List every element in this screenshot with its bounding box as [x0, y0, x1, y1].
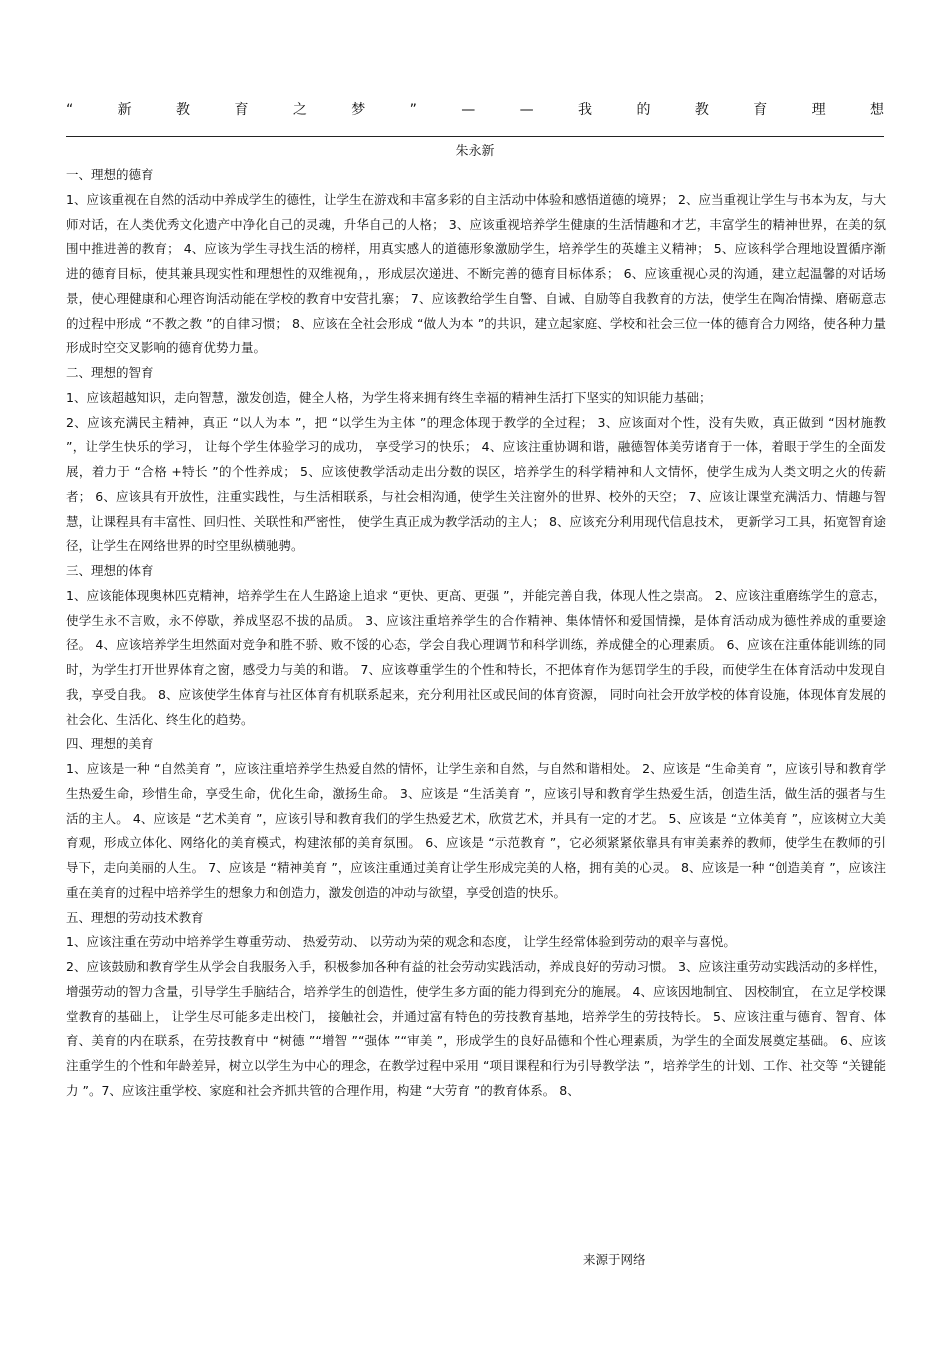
page-title: [66, 100, 884, 120]
section-paragraph: 1、应该注重在劳动中培养学生尊重劳动、 热爱劳动、 以劳动为荣的观念和态度， 让学生经常体验到劳动的艰辛与喜悦。: [66, 934, 736, 950]
section-heading: 一、理想的德育: [66, 167, 154, 182]
section-heading: 二、理想的智育: [66, 365, 154, 380]
title-char: —: [519, 102, 534, 118]
section-paragraph: 1、应该能体现奥林匹克精神，培养学生在人生路途上追求 “更快、更高、更强 ”，并能完善自我，体现人性之崇高。 2、应该注重磨练学生的意志，使学生永不言败，永不停歇，养成坚忍不拔的品质。 3、应该注重培养学生的合作精神、集体情怀和爱国情操，是体育活动成为德性养成的重要途径。 4、应该培养学生坦然面对竞争和胜不骄、败不馁的心态，学会自我心理调节和科学训练，养成健全的心理素质。 6、应该在注重体能训练的同时，为学生打开世界体育之窗，感受力与美的和谐。 7、应该尊重学生的个性和特长，不把体育作为惩罚学生的手段，而使学生在体育活动中发现自我，享受自我。 8、应该使学生体育与社区体育有机联系起来，充分利用社区或民间的体育资源， 同时向社会开放学校的体育设施，体现体育发展的社会化、生活化、终生化的趋势。: [66, 587, 886, 727]
source-note: 来源于网络: [583, 1252, 646, 1267]
section-heading: 三、理想的体育: [66, 563, 154, 578]
author-name: 朱永新: [455, 144, 495, 159]
title-char: 我: [578, 102, 593, 118]
section-paragraph: 1、应该是一种 “自然美育 ”，应该注重培养学生热爱自然的情怀，让学生亲和自然，与自然和谐相处。 2、应该是 “生命美育 ”，应该引导和教育学生热爱生命，珍惜生命，享受生命，优化生命，激扬生命。 3、应该是 “生活美育 ”，应该引导和教育学生热爱生活，创造生活，做生活的强者与生活的主人。 4、应该是 “艺术美育 ”，应该引导和教育我们的学生热爱艺术，欣赏艺术，并具有一定的才艺。 5、应该是 “立体美育 ”，应该树立大美育观，形成立体化、网络化的美育模式，构建浓郁的美育氛围。 6、应该是 “示范教育 ”，它必须紧紧依靠具有审美素养的教师，使学生在教师的引导下，走向美丽的人生。 7、应该是 “精神美育 ”，应该注重通过美育让学生形成完美的人格，拥有美的心灵。 8、应该是一种 “创造美育 ”，应该注重在美育的过程中培养学生的想象力和创造力，激发创造的冲动与欲望，享受创造的快乐。: [66, 761, 886, 900]
section-paragraph: 2、应该鼓励和教育学生从学会自我服务入手，积极参加各种有益的社会劳动实践活动，养成良好的劳动习惯。 3、应该注重劳动实践活动的多样性，增强劳动的智力含量，引导学生手脑结合，培养学生的创造性，使学生多方面的能力得到充分的施展。 4、应该因地制宜、 因校制宜， 在立足学校课堂教育的基础上， 让学生尽可能多走出校门， 接触社会，并通过富有特色的劳技教育基地，培养学生的劳技特长。 5、应该注重与德育、智育、体育、美育的内在联系，在劳技教育中 “树德 ”“增智 ”“强体 ”“审美 ”，形成学生的良好品德和个性心理素质，为学生的全面发展奠定基础。 6、应该注重学生的个性和年龄差异，树立以学生为中心的理念，在教学过程中采用 “项目课程和行为引导教学法 ”，培养学生的计划、工作、社交等 “关键能力 ”。7、应该注重学校、家庭和社会齐抓共管的合理作用，构建 “大劳育 ”的教育体系。 8、: [66, 959, 886, 1098]
title-char: 教: [176, 102, 191, 118]
section-paragraph: 2、应该充满民主精神，真正 “以人为本 ”，把 “以学生为主体 ”的理念体现于教学的全过程； 3、应该面对个性，没有失败，真正做到 “因材施教 ”，让学生快乐的学习， 让每个学生体验学习的成功， 享受学习的快乐； 4、应该注重协调和谐，融德智体美劳诸育于一体，着眼于学生的全面发展，着力于 “合格 +特长 ”的个性养成； 5、应该使教学活动走出分数的误区，培养学生的科学精神和人文情怀，使学生成为人类文明之火的传薪者； 6、应该具有开放性，注重实践性，与生活相联系，与社会相沟通，使学生关注窗外的世界、校外的天空； 7、应该让课堂充满活力、情趣与智慧，让课程具有丰富性、回归性、关联性和严密性， 使学生真正成为教学活动的主人； 8、应该充分利用现代信息技术， 更新学习工具，拓宽智育途径，让学生在网络世界的时空里纵横驰骋。: [66, 414, 886, 554]
title-char: 育: [753, 102, 768, 118]
title-char: 梦: [351, 102, 366, 118]
title-char: 理: [811, 102, 826, 118]
section-paragraph: 1、应该超越知识，走向智慧，激发创造，健全人格，为学生将来拥有终生幸福的精神生活打下坚实的知识能力基础；: [66, 389, 712, 405]
title-char: —: [461, 102, 476, 118]
title-char: 想: [870, 102, 884, 118]
title-divider: [66, 136, 884, 137]
document-body: [66, 163, 886, 1104]
title-char: 之: [292, 102, 307, 118]
title-char: “: [66, 102, 74, 118]
title-char: ”: [409, 102, 417, 118]
title-char: 新: [117, 102, 132, 118]
title-char: 教: [694, 102, 709, 118]
title-char: 育: [234, 102, 249, 118]
title-char: 的: [636, 102, 651, 118]
section-paragraph: 1、应该重视在自然的活动中养成学生的德性，让学生在游戏和丰富多彩的自主活动中体验和感悟道德的境界； 2、应当重视让学生与书本为友，与大师对话，在人类优秀文化遗产中净化自己的灵魂，升华自己的人格； 3、应该重视培养学生健康的生活情趣和才艺，丰富学生的精神世界，在美的氛围中推进善的教育； 4、应该为学生寻找生活的榜样，用真实感人的道德形象激励学生，培养学生的英雄主义精神； 5、应该科学合理地设置循序渐进的德育目标，使其兼具现实性和理想性的双维视角，，形成层次递进、不断完善的德育目标体系； 6、应该重视心灵的沟通，建立起温馨的对话场景，使心理健康和心理咨询活动能在学校的教育中安营扎寨； 7、应该教给学生自警、自诫、自励等自我教育的方法，使学生在陶冶情操、磨砺意志的过程中形成 “不教之教 ”的自律习惯； 8、应该在全社会形成 “做人为本 ”的共识，建立起家庭、学校和社会三位一体的德育合力网络，使各种力量形成时空交叉影响的德育优势力量。: [66, 191, 886, 356]
section-heading: 四、理想的美育: [66, 736, 154, 752]
section-heading: 五、理想的劳动技术教育: [66, 909, 204, 925]
